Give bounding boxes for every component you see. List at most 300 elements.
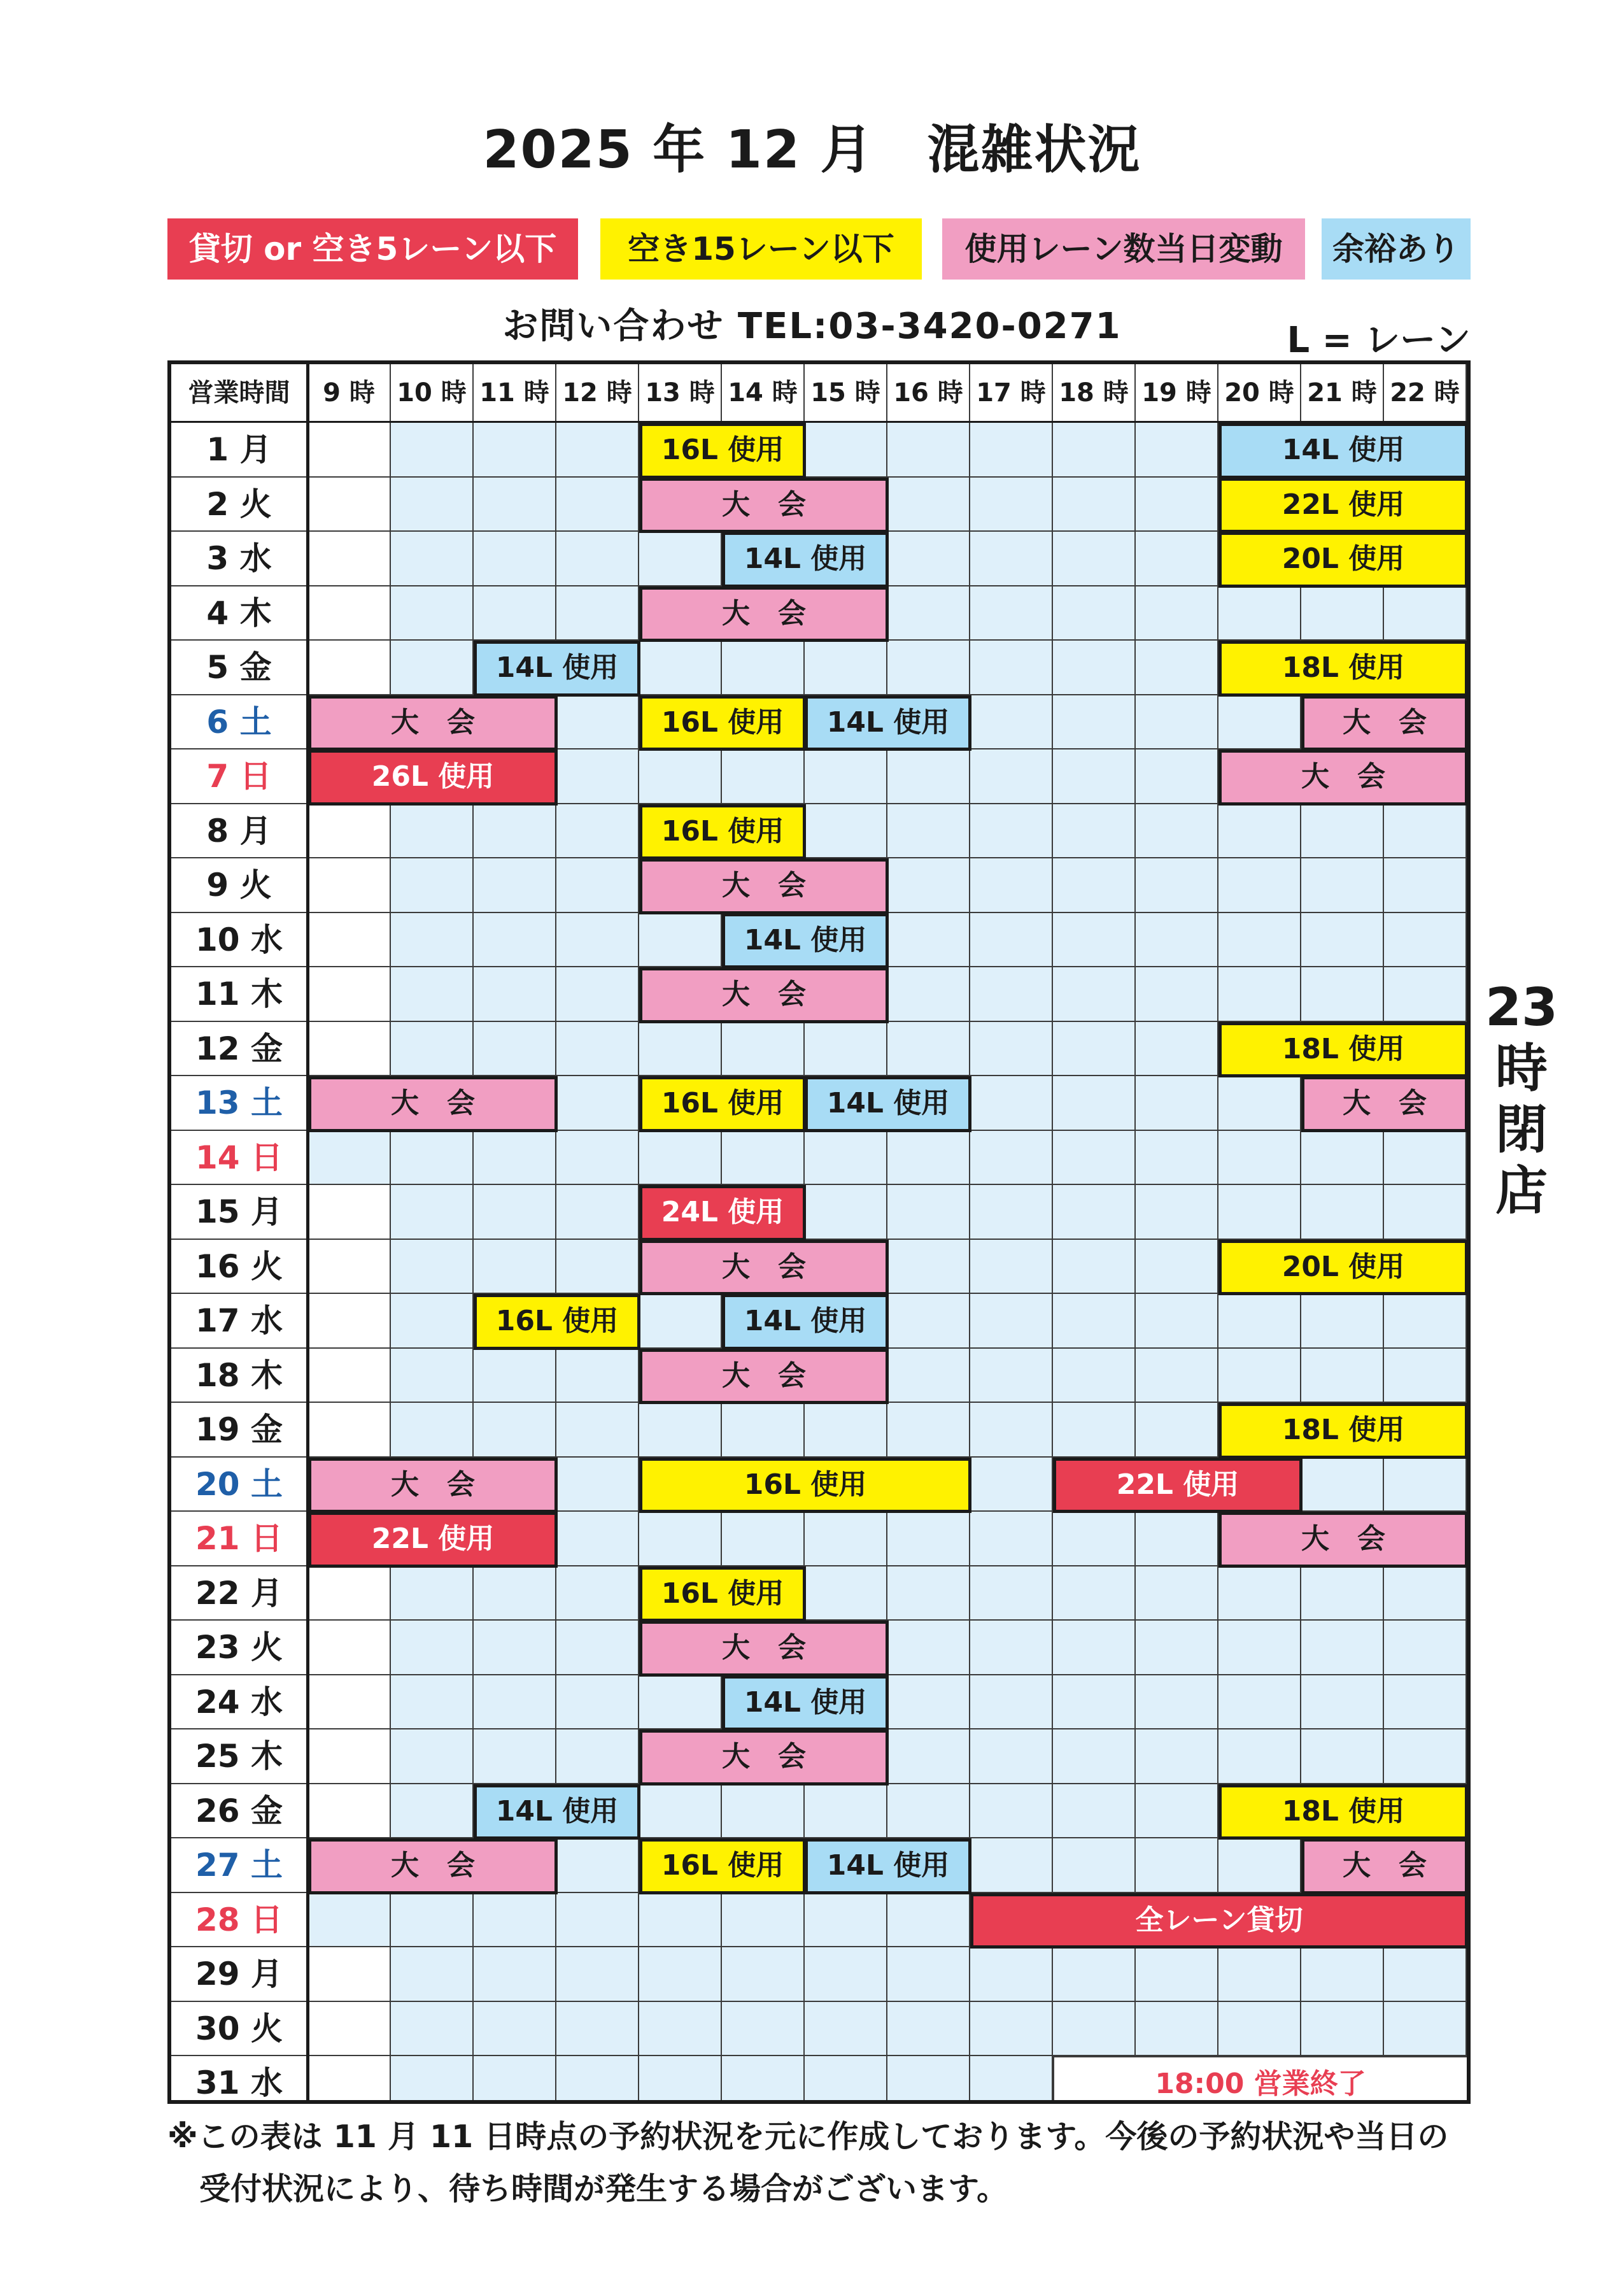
time-slot (805, 1512, 887, 1566)
time-slot (970, 423, 1053, 478)
time-slot (1384, 586, 1467, 641)
day-label: 11 木 (171, 967, 308, 1022)
booking-block: 大 会 (1218, 749, 1468, 806)
day-label: 29 月 (171, 1947, 308, 2002)
time-slot (639, 1784, 722, 1839)
time-slot (1136, 1022, 1218, 1077)
time-slot (556, 1729, 639, 1784)
booking-block: 14L 使用 (805, 695, 971, 751)
time-slot (1136, 586, 1218, 641)
time-slot (391, 1349, 474, 1403)
footnote-line: ※この表は 11 月 11 日時点の予約状況を元に作成しております。今後の予約状況や当日の (167, 2119, 1449, 2155)
time-slot (970, 586, 1053, 641)
time-slot (1136, 1512, 1218, 1566)
booking-block: 26L 使用 (308, 749, 558, 806)
time-slot (1053, 1621, 1136, 1675)
time-slot (474, 1621, 556, 1675)
time-slot (970, 1131, 1053, 1186)
time-slot (474, 1566, 556, 1621)
time-slot (1136, 478, 1218, 532)
time-slot (639, 1294, 722, 1349)
time-slot (1218, 858, 1301, 913)
time-slot (308, 1022, 391, 1077)
header-hour: 11 時 (474, 364, 556, 423)
time-slot (1053, 1022, 1136, 1077)
time-slot (639, 1022, 722, 1077)
time-slot (970, 804, 1053, 859)
legend-item-busy (600, 218, 922, 280)
time-slot (887, 1131, 970, 1186)
time-slot (391, 1294, 474, 1349)
time-slot (805, 749, 887, 804)
legend-label: 使用レーン数当日変動 (964, 231, 1283, 267)
page-title: 2025 年 12 月 混雑状況 (483, 120, 1141, 180)
time-slot (1136, 1076, 1218, 1131)
time-slot (887, 1621, 970, 1675)
time-slot (805, 1566, 887, 1621)
time-slot (556, 532, 639, 586)
time-slot (1136, 532, 1218, 586)
time-slot (639, 1947, 722, 2002)
booking-block: 大 会 (308, 695, 558, 751)
time-slot (1053, 967, 1136, 1022)
time-slot (970, 1022, 1053, 1077)
time-slot (308, 1294, 391, 1349)
time-slot (805, 1131, 887, 1186)
booking-block: 全レーン貸切 (970, 1893, 1468, 1949)
time-slot (556, 695, 639, 750)
booking-block: 16L 使用 (474, 1294, 640, 1350)
time-slot (391, 1729, 474, 1784)
time-slot (556, 586, 639, 641)
time-slot (1136, 967, 1218, 1022)
time-slot (391, 913, 474, 968)
booking-block: 14L 使用 (805, 1076, 971, 1132)
closing-note-part: 閉 (1495, 1100, 1548, 1160)
time-slot (1218, 586, 1301, 641)
time-slot (887, 1022, 970, 1077)
time-slot (556, 804, 639, 859)
time-slot (970, 1566, 1053, 1621)
booking-block: 大 会 (639, 1621, 889, 1677)
booking-block: 16L 使用 (639, 695, 806, 751)
time-slot (887, 804, 970, 859)
time-slot (474, 1947, 556, 2002)
time-slot (887, 1947, 970, 2002)
day-label: 12 金 (171, 1022, 308, 1077)
day-label: 15 月 (171, 1185, 308, 1240)
time-slot (970, 1349, 1053, 1403)
booking-block: 18L 使用 (1218, 1022, 1468, 1078)
time-slot (970, 641, 1053, 695)
time-slot (970, 478, 1053, 532)
booking-block: 20L 使用 (1218, 1240, 1468, 1296)
booking-block: 18L 使用 (1218, 1403, 1468, 1459)
booking-block: 大 会 (1301, 1838, 1468, 1894)
time-slot (1136, 1621, 1218, 1675)
header-hour: 18 時 (1053, 364, 1136, 423)
booking-block: 14L 使用 (722, 1294, 889, 1350)
booking-block: 14L 使用 (1218, 423, 1468, 479)
time-slot (722, 1403, 805, 1458)
time-slot (1218, 1675, 1301, 1730)
time-slot (308, 641, 391, 695)
time-slot (1301, 804, 1384, 859)
time-slot (1136, 695, 1218, 750)
time-slot (308, 2002, 391, 2057)
time-slot (556, 967, 639, 1022)
header-hour: 13 時 (639, 364, 722, 423)
time-slot (887, 1784, 970, 1839)
time-slot (556, 2002, 639, 2057)
time-slot (1301, 586, 1384, 641)
time-slot (391, 967, 474, 1022)
legend-label: 余裕あり (1332, 231, 1460, 267)
header-hour: 20 時 (1218, 364, 1301, 423)
time-slot (556, 913, 639, 968)
time-slot (1218, 695, 1301, 750)
booking-block: 16L 使用 (639, 804, 806, 860)
time-slot (970, 1185, 1053, 1240)
day-label: 23 火 (171, 1621, 308, 1675)
time-slot (474, 1349, 556, 1403)
header-hour: 14 時 (722, 364, 805, 423)
time-slot (556, 1566, 639, 1621)
time-slot (639, 1512, 722, 1566)
header-hour: 19 時 (1136, 364, 1218, 423)
closing-time-note (1483, 977, 1560, 1222)
day-label: 24 水 (171, 1675, 308, 1730)
header-business-hours: 営業時間 (171, 364, 308, 423)
time-slot (1053, 586, 1136, 641)
header-hour: 21 時 (1301, 364, 1384, 423)
time-slot (1301, 858, 1384, 913)
header-hour: 15 時 (805, 364, 887, 423)
time-slot (887, 1294, 970, 1349)
time-slot (391, 2056, 474, 2104)
time-slot (1136, 2002, 1218, 2057)
day-label: 26 金 (171, 1784, 308, 1839)
time-slot (1053, 695, 1136, 750)
header-hour: 16 時 (887, 364, 970, 423)
closing-note-part: 店 (1495, 1161, 1548, 1221)
time-slot (308, 1893, 391, 1948)
booking-block: 14L 使用 (722, 532, 889, 588)
time-slot (1301, 1621, 1384, 1675)
time-slot (1136, 1838, 1218, 1893)
time-slot (308, 1784, 391, 1839)
time-slot (805, 1947, 887, 2002)
time-slot (1384, 1131, 1467, 1186)
time-slot (474, 532, 556, 586)
time-slot (970, 532, 1053, 586)
time-slot (1384, 1185, 1467, 1240)
time-slot (391, 423, 474, 478)
time-slot (1301, 1675, 1384, 1730)
time-slot (474, 804, 556, 859)
lane-abbreviation-note: L = レーン (1287, 320, 1471, 361)
time-slot (1301, 1294, 1384, 1349)
time-slot (308, 1566, 391, 1621)
time-slot (308, 2056, 391, 2104)
time-slot (722, 1784, 805, 1839)
header-hour: 9 時 (308, 364, 391, 423)
day-label: 3 水 (171, 532, 308, 586)
time-slot (970, 1076, 1053, 1131)
time-slot (1053, 858, 1136, 913)
time-slot (970, 1512, 1053, 1566)
time-slot (805, 1185, 887, 1240)
time-slot (1384, 2002, 1467, 2057)
time-slot (1218, 967, 1301, 1022)
booking-block: 14L 使用 (722, 1675, 889, 1731)
time-slot (556, 2056, 639, 2104)
day-label: 28 日 (171, 1893, 308, 1948)
time-slot (1218, 1185, 1301, 1240)
time-slot (1053, 1131, 1136, 1186)
time-slot (1136, 423, 1218, 478)
time-slot (391, 532, 474, 586)
time-slot (1136, 1784, 1218, 1839)
time-slot (1218, 2002, 1301, 2057)
time-slot (474, 478, 556, 532)
time-slot (722, 1512, 805, 1566)
time-slot (722, 1022, 805, 1077)
time-slot (805, 1022, 887, 1077)
time-slot (308, 1621, 391, 1675)
time-slot (474, 1131, 556, 1186)
time-slot (805, 2002, 887, 2057)
booking-block: 大 会 (308, 1458, 558, 1514)
time-slot (1136, 858, 1218, 913)
booking-block: 14L 使用 (722, 913, 889, 969)
booking-block: 大 会 (639, 1349, 889, 1405)
time-slot (887, 532, 970, 586)
time-slot (391, 804, 474, 859)
time-slot (1053, 2002, 1136, 2057)
day-label: 21 日 (171, 1512, 308, 1566)
time-slot (308, 1947, 391, 2002)
time-slot (1053, 1185, 1136, 1240)
time-slot (970, 695, 1053, 750)
time-slot (887, 423, 970, 478)
time-slot (1053, 1512, 1136, 1566)
time-slot (1136, 913, 1218, 968)
time-slot (474, 2056, 556, 2104)
time-slot (391, 1566, 474, 1621)
time-slot (556, 1403, 639, 1458)
booking-block: 大 会 (639, 586, 889, 643)
booking-block: 22L 使用 (1218, 478, 1468, 534)
time-slot (1218, 1621, 1301, 1675)
time-slot (1218, 913, 1301, 968)
time-slot (1301, 1349, 1384, 1403)
booking-block: 16L 使用 (639, 1838, 806, 1894)
time-slot (970, 1729, 1053, 1784)
time-slot (391, 1947, 474, 2002)
time-slot (887, 478, 970, 532)
time-slot (887, 641, 970, 695)
time-slot (639, 749, 722, 804)
time-slot (1136, 804, 1218, 859)
time-slot (887, 1893, 970, 1948)
time-slot (887, 1675, 970, 1730)
time-slot (474, 967, 556, 1022)
time-slot (887, 1566, 970, 1621)
day-label: 30 火 (171, 2002, 308, 2057)
time-slot (970, 1240, 1053, 1295)
time-slot (391, 1240, 474, 1295)
time-slot (1053, 749, 1136, 804)
time-slot (556, 423, 639, 478)
booking-block: 24L 使用 (639, 1185, 806, 1241)
booking-block: 大 会 (639, 967, 889, 1023)
time-slot (722, 749, 805, 804)
time-slot (1053, 1947, 1136, 2002)
time-slot (1384, 1349, 1467, 1403)
time-slot (805, 1893, 887, 1948)
time-slot (805, 804, 887, 859)
time-slot (1136, 1729, 1218, 1784)
time-slot (391, 1022, 474, 1077)
booking-block: 16L 使用 (639, 423, 806, 479)
time-slot (1053, 423, 1136, 478)
time-slot (391, 478, 474, 532)
booking-block: 14L 使用 (474, 641, 640, 697)
time-slot (1053, 1784, 1136, 1839)
header-hour: 17 時 (970, 364, 1053, 423)
time-slot (887, 2056, 970, 2104)
booking-block: 大 会 (639, 1240, 889, 1296)
day-label: 8 月 (171, 804, 308, 859)
time-slot (308, 1675, 391, 1730)
time-slot (1384, 858, 1467, 913)
time-slot (887, 858, 970, 913)
booking-block: 18L 使用 (1218, 1784, 1468, 1840)
time-slot (1053, 1294, 1136, 1349)
time-slot (556, 1621, 639, 1675)
time-slot (556, 1240, 639, 1295)
time-slot (805, 2056, 887, 2104)
time-slot (1053, 1240, 1136, 1295)
time-slot (805, 641, 887, 695)
time-slot (1218, 1349, 1301, 1403)
time-slot (1053, 913, 1136, 968)
time-slot (887, 1403, 970, 1458)
time-slot (1136, 641, 1218, 695)
time-slot (805, 423, 887, 478)
time-slot (722, 2002, 805, 2057)
time-slot (1301, 1131, 1384, 1186)
time-slot (308, 1131, 391, 1186)
time-slot (1301, 1458, 1384, 1512)
time-slot (308, 423, 391, 478)
time-slot (887, 1240, 970, 1295)
time-slot (556, 1349, 639, 1403)
booking-block: 大 会 (639, 478, 889, 534)
time-slot (1136, 1403, 1218, 1458)
time-slot (887, 967, 970, 1022)
time-slot (887, 1512, 970, 1566)
time-slot (1136, 1185, 1218, 1240)
time-slot (970, 2002, 1053, 2057)
booking-block: 大 会 (1301, 1076, 1468, 1132)
time-slot (1384, 804, 1467, 859)
time-slot (391, 1893, 474, 1948)
time-slot (1053, 478, 1136, 532)
legend-label: 貸切 or 空き5レーン以下 (188, 231, 557, 267)
time-slot (391, 1784, 474, 1839)
time-slot (391, 1621, 474, 1675)
time-slot (1384, 1729, 1467, 1784)
time-slot (474, 1185, 556, 1240)
time-slot (970, 2056, 1053, 2104)
time-slot (474, 2002, 556, 2057)
booking-block: 大 会 (308, 1838, 558, 1894)
time-slot (556, 1022, 639, 1077)
time-slot (1053, 1838, 1136, 1893)
time-slot (639, 1675, 722, 1730)
time-slot (1384, 967, 1467, 1022)
time-slot (722, 641, 805, 695)
time-slot (970, 1294, 1053, 1349)
day-label: 4 木 (171, 586, 308, 641)
time-slot (1053, 804, 1136, 859)
time-slot (1218, 1076, 1301, 1131)
time-slot (556, 858, 639, 913)
day-label: 1 月 (171, 423, 308, 478)
time-slot (639, 2056, 722, 2104)
header-hour: 10 時 (391, 364, 474, 423)
time-slot (1218, 1947, 1301, 2002)
time-slot (391, 858, 474, 913)
time-slot (391, 641, 474, 695)
time-slot (1384, 1458, 1467, 1512)
day-label: 22 月 (171, 1566, 308, 1621)
day-label: 9 火 (171, 858, 308, 913)
time-slot (887, 913, 970, 968)
day-label: 17 水 (171, 1294, 308, 1349)
time-slot (887, 2002, 970, 2057)
time-slot (1136, 1131, 1218, 1186)
time-slot (474, 858, 556, 913)
day-label: 31 水 (171, 2056, 308, 2104)
time-slot (639, 913, 722, 968)
time-slot (1136, 1947, 1218, 2002)
time-slot (1053, 641, 1136, 695)
time-slot (556, 1947, 639, 2002)
booking-block: 16L 使用 (639, 1076, 806, 1132)
time-slot (556, 1131, 639, 1186)
time-slot (1301, 967, 1384, 1022)
time-slot (1053, 1566, 1136, 1621)
time-slot (639, 1131, 722, 1186)
footnote (167, 2111, 1517, 2215)
booking-block: 22L 使用 (308, 1512, 558, 1568)
day-label: 18 木 (171, 1349, 308, 1403)
day-column-divider (306, 364, 309, 2104)
time-slot (1136, 1675, 1218, 1730)
time-slot (308, 1349, 391, 1403)
time-slot (639, 532, 722, 586)
time-slot (556, 478, 639, 532)
day-label: 20 土 (171, 1458, 308, 1512)
time-slot (639, 2002, 722, 2057)
time-slot (1218, 804, 1301, 859)
booking-block: 16L 使用 (639, 1458, 971, 1514)
day-label: 25 木 (171, 1729, 308, 1784)
time-slot (308, 1403, 391, 1458)
